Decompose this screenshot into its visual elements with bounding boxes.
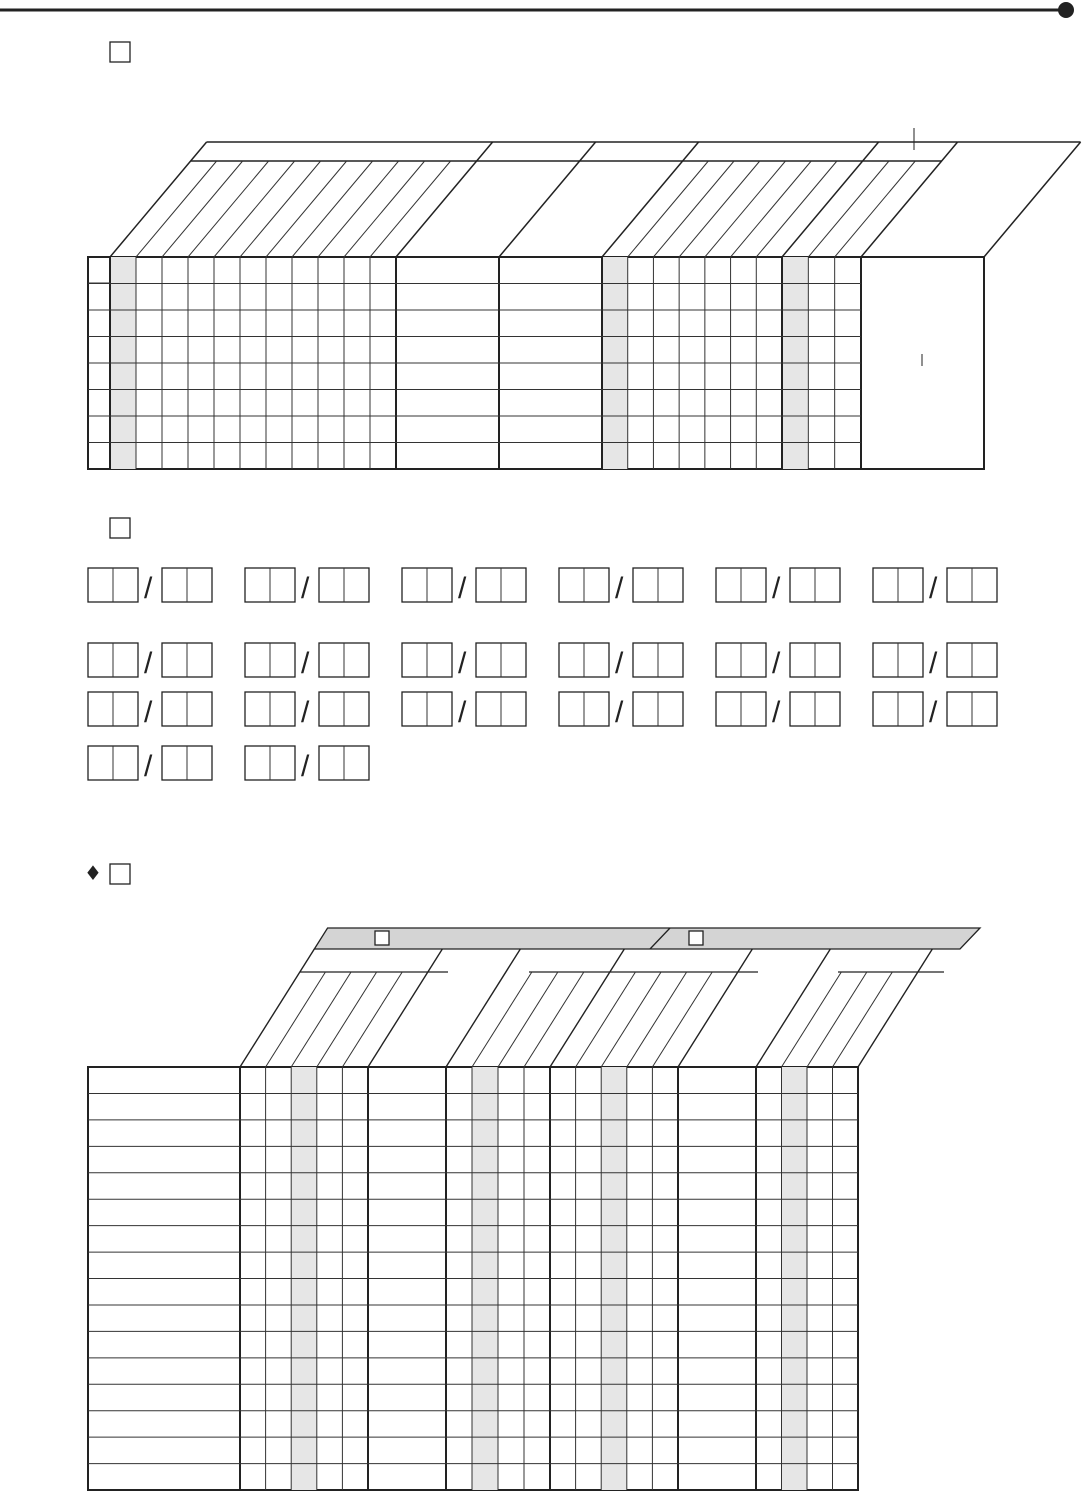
date-entry — [88, 643, 212, 680]
slanted-column-line — [652, 972, 712, 1067]
slanted-column-line — [342, 972, 402, 1067]
section-2 — [110, 518, 130, 538]
section-1 — [110, 42, 130, 62]
band-checkbox-left[interactable] — [375, 931, 389, 945]
section-checkbox[interactable] — [110, 864, 130, 884]
input-table-2 — [88, 928, 980, 1490]
date-separator: / — [772, 572, 781, 605]
date-separator: / — [458, 572, 467, 605]
date-separator: / — [772, 696, 781, 729]
slanted-column-line — [344, 161, 425, 257]
slanted-divider — [984, 142, 1081, 257]
date-separator: / — [929, 696, 938, 729]
rule-end-dot — [1058, 2, 1074, 18]
slanted-column-line — [266, 161, 347, 257]
date-entry — [245, 692, 369, 729]
slanted-column-line — [835, 161, 916, 257]
date-entry — [88, 568, 212, 605]
header-shaded-band — [314, 928, 980, 949]
slanted-column-line — [292, 161, 373, 257]
slanted-divider — [499, 142, 596, 257]
band-checkbox-right[interactable] — [689, 931, 703, 945]
slanted-column-line — [318, 161, 399, 257]
date-entry — [716, 692, 840, 729]
date-entry — [245, 746, 369, 783]
slanted-column-line — [653, 161, 734, 257]
date-separator: / — [144, 750, 153, 783]
slanted-column-line — [679, 161, 760, 257]
slanted-column-line — [162, 161, 243, 257]
slanted-column-line — [136, 161, 217, 257]
date-separator: / — [929, 572, 938, 605]
slanted-column-line — [240, 161, 321, 257]
slanted-column-line — [317, 972, 377, 1067]
date-separator: / — [458, 647, 467, 680]
slanted-column-line — [524, 972, 584, 1067]
date-entry — [402, 568, 526, 605]
date-entry — [402, 643, 526, 680]
top-rule — [0, 2, 1074, 18]
date-separator: / — [144, 572, 153, 605]
date-separator: / — [144, 696, 153, 729]
date-separator: / — [458, 696, 467, 729]
section-marker: ♦ — [84, 861, 102, 885]
slanted-divider — [110, 142, 207, 257]
slanted-column-line — [370, 161, 451, 257]
slanted-column-line — [731, 161, 812, 257]
date-separator: / — [301, 572, 310, 605]
slanted-column-line — [628, 161, 709, 257]
slanted-column-line — [188, 161, 269, 257]
section-checkbox[interactable] — [110, 42, 130, 62]
date-entry-grid — [88, 568, 997, 783]
slanted-divider — [396, 142, 493, 257]
date-separator: / — [772, 647, 781, 680]
date-separator: / — [615, 696, 624, 729]
date-entry — [245, 643, 369, 680]
date-entry — [716, 568, 840, 605]
date-entry — [716, 643, 840, 680]
slanted-column-line — [576, 972, 636, 1067]
slanted-column-line — [601, 972, 661, 1067]
slanted-column-line — [214, 161, 295, 257]
slanted-divider — [861, 142, 958, 257]
date-separator: / — [301, 647, 310, 680]
date-entry — [873, 568, 997, 605]
date-separator: / — [301, 696, 310, 729]
date-separator: / — [301, 750, 310, 783]
slanted-column-line — [291, 972, 351, 1067]
date-entry — [88, 746, 212, 783]
date-entry — [873, 643, 997, 680]
slanted-column-line — [705, 161, 786, 257]
date-entry — [245, 568, 369, 605]
section-3 — [84, 861, 130, 885]
date-entry — [873, 692, 997, 729]
slanted-column-line — [807, 972, 867, 1067]
section-checkbox[interactable] — [110, 518, 130, 538]
date-entry — [559, 643, 683, 680]
slanted-column-line — [266, 972, 326, 1067]
slanted-column-line — [627, 972, 687, 1067]
date-entry — [88, 692, 212, 729]
slanted-divider — [782, 142, 879, 257]
slanted-column-line — [498, 972, 558, 1067]
date-entry — [559, 568, 683, 605]
input-table-1 — [88, 128, 1081, 469]
date-separator: / — [929, 647, 938, 680]
slanted-column-line — [833, 972, 893, 1067]
date-separator: / — [144, 647, 153, 680]
slanted-column-line — [808, 161, 889, 257]
slanted-column-line — [756, 161, 837, 257]
slanted-column-line — [472, 972, 532, 1067]
date-separator: / — [615, 647, 624, 680]
slanted-divider — [602, 142, 699, 257]
date-entry — [559, 692, 683, 729]
slanted-column-line — [782, 972, 842, 1067]
date-entry — [402, 692, 526, 729]
date-separator: / — [615, 572, 624, 605]
